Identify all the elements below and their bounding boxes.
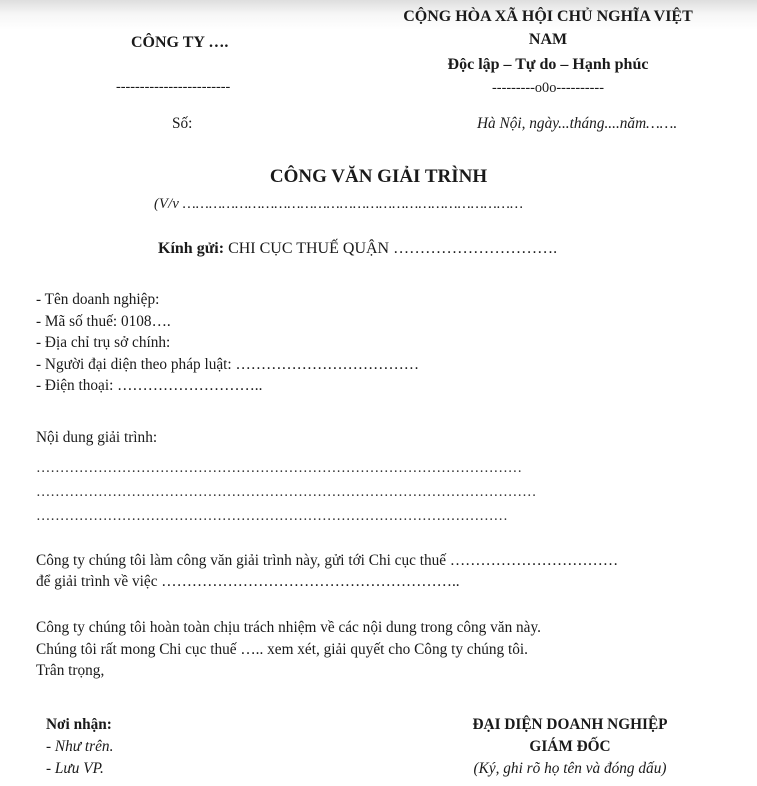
blank-line: ………………………………………………………………………………………… [36,460,523,476]
recipient-item: - Như trên. [46,738,114,755]
info-address: - Địa chỉ trụ sở chính: [36,334,171,351]
blank-line: ……………………………………………………………………………………… [36,508,508,524]
info-phone: - Điện thoại: ……………………….. [36,377,263,394]
motto: Độc lập – Tự do – Hạnh phúc [447,56,649,73]
signature-block [400,714,740,780]
signer-note: (Ký, ghi rõ họ tên và đóng dấu) [473,760,667,777]
info-tax-code: - Mã số thuế: 0108…. [36,312,171,330]
paragraph-line: Công ty chúng tôi hoàn toàn chịu trách nhiệm về các nội dung trong công văn này. [36,619,541,636]
content-blank-lines [36,456,536,528]
closing: Trân trọng, [36,662,105,679]
document-title: CÔNG VĂN GIẢI TRÌNH [269,166,488,187]
recipient-item: - Lưu VP. [46,760,104,777]
nation-title-line1: CỘNG HÒA XÃ HỘI CHỦ NGHĨA VIỆT [403,8,693,25]
nation-divider: ---------o0o---------- [492,80,604,96]
content-label: Nội dung giải trình: [36,429,158,446]
paragraph-responsibility [36,617,541,682]
paragraph-line: Công ty chúng tôi làm công văn giải trình này, gửi tới Chi cục thuế …………………………… [36,552,619,569]
blank-line: …………………………………………………………………………………………… [36,484,537,500]
recipients-label: Nơi nhận: [46,716,112,733]
paragraph-line: Chúng tôi rất mong Chi cục thuế ….. xem xét, giải quyết cho Công ty chúng tôi. [36,640,528,658]
nation-title-line2: NAM [528,31,568,48]
info-company-name: - Tên doanh nghiệp: [36,291,160,308]
recipient-value: CHI CỤC THUẾ QUẬN …………………………. [228,240,558,257]
paragraph-line: để giải trình về việc ………………………………………………….. [36,573,460,590]
recipients-block [46,714,113,780]
recipient-label: Kính gửi: [158,240,225,257]
info-legal-representative: - Người đại diện theo pháp luật: ……………………………… [36,355,420,373]
company-divider: ------------------------ [116,79,231,95]
signer-title: ĐẠI DIỆN DOANH NGHIỆP [472,716,668,733]
recipient-line [158,240,557,258]
company-info-list [36,289,419,397]
document-number-label: Số: [172,115,193,132]
signer-position: GIÁM ĐỐC [529,738,611,755]
place-date: Hà Nội, ngày...tháng....năm……. [477,115,678,132]
subject-line: (V/v …………………………………………………………………… [154,196,524,212]
company-name: CÔNG TY …. [131,34,229,51]
paragraph-purpose [36,550,618,592]
